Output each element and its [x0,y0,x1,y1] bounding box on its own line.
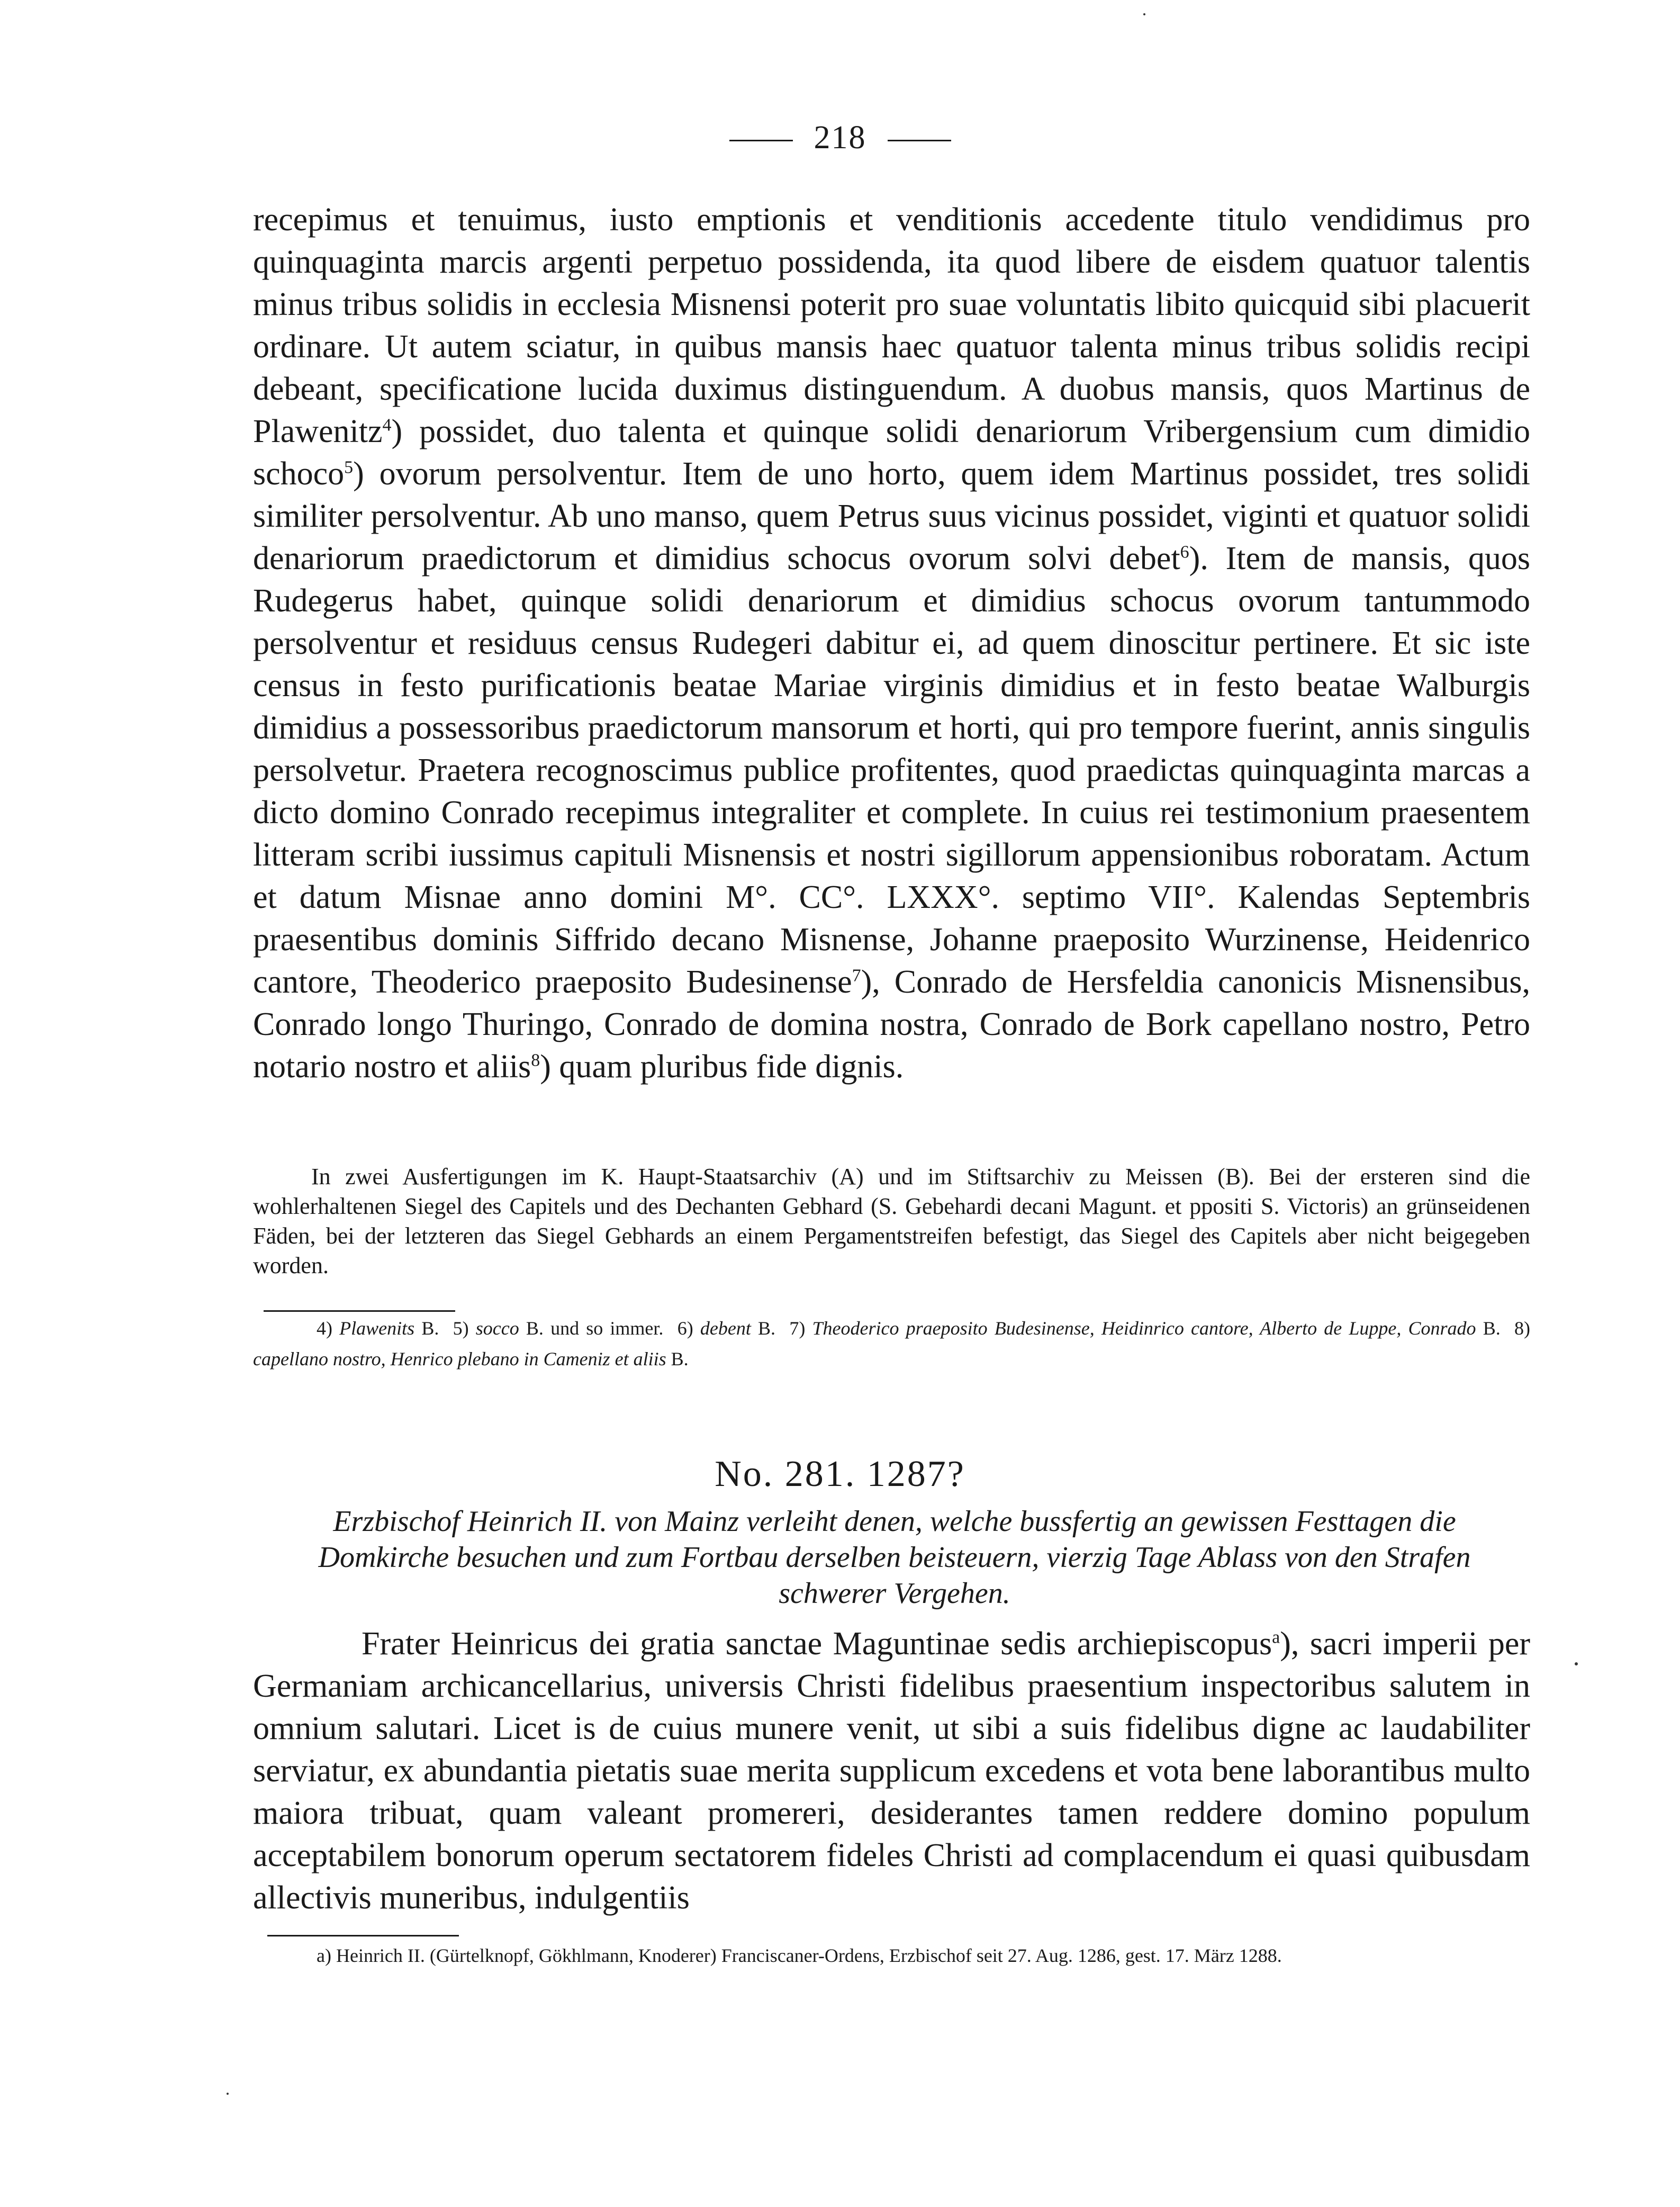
page-number: 218 [814,120,866,156]
charter-281-body [253,1623,1530,1919]
footnote-variant: socco [475,1318,519,1339]
footnote-source: B. [757,1318,775,1339]
charter-280-body [253,199,1530,1088]
charter-text: ), sacri imperii per Germaniam archicancellarius, universis Christi fidelibus praesentium inspectoribus salutem in omnium salutari. Licet is de cuius munere venit, ut sibi a suis fidelibus digne ac laudabiliter serviatur, ex abundantia pietatis suae merita supplicum excedens et vota bene laborantibus multo maiora tribuat, quam valeant promereri, desiderantes tamen reddere domino populum acceptabilem bonorum operum sectatorem fideles Christi ad complacendum ei quasi quibusdam allectivis muneribus, indulgentiis [253,1626,1530,1916]
source-note: In zwei Ausfertigungen im K. Haupt-Staatsarchiv (A) und im Stiftsarchiv zu Meissen (B). Bei der ersteren sind die wohlerhaltenen Siegel des Capitels und des Dechanten Gebhard (S. Gebehardi decani Magunt. et ppositi S. Victoris) an grünseidenen Fäden, bei der letzteren das Siegel Gebhards an einem Pergamentstreifen befestigt, das Siegel des Capitels aber nicht beigegeben worden. [253,1164,1530,1278]
footnote-label: 7) [789,1318,806,1339]
scan-speck [1575,1662,1578,1665]
regest-summary: Erzbischof Heinrich II. von Mainz verleiht denen, welche bussfertig an gewissen Festtagen die Domkirche besuchen und zum Fortbau derselben beisteuern, vierzig Tage Ablass von den Strafen schwerer Vergehen. [318,1505,1471,1610]
charter-text: ) ovorum persolventur. Item de uno horto, quem idem Martinus possidet, tres solidi similiter persolventur. Ab uno manso, quem Petrus suus vicinus possidet, viginti et quatuor solidi denariorum praedictorum et dimidius schocus ovorum solvi debet [253,456,1530,576]
footnote-ref-7: 7 [852,966,861,986]
charter-text: ). Item de mansis, quos Rudegerus habet, quinque solidi denariorum et dimidius schocus ovorum tantummodo persolventur et residuus census Rudegeri dabitur ei, ad quem dinoscitur pertinere. Et sic iste census in festo purificationis beatae Mariae virginis dimidius et in festo beatae Walburgis dimidius a possessoribus praedictorum mansorum et horti, qui pro tempore fuerint, annis singulis persolvetur. Praetera recognoscimus publice profitentes, quod praedictas quinquaginta marcas a dicto domino Conrado recepimus integraliter et complete. In cuius rei testimonium praesentem litteram scribi iussimus capituli Misnensis et nostri sigillorum appensionibus roboratam. Actum et datum Misnae anno domini M°. CC°. LXXX°. septimo VII°. Kalendas Septembris praesentibus dominis Siffrido decano Misnense, Johanne praeposito Wurzinense, Heidenrico cantore, Theoderico praeposito Budesinense [253,541,1530,1000]
footnote-ref-8: 8 [531,1050,540,1070]
scan-speck [1143,13,1145,15]
footnotes-block [253,1313,1530,1374]
document-number-heading: No. 281. 1287? [715,1454,965,1494]
page-header [0,119,1680,157]
charter-text: recepimus et tenuimus, iusto emptionis et venditionis accedente titulo vendidimus pro quinquaginta marcis argenti perpetuo possidenda, ita quod libere de eisdem quatuor talentis minus tribus solidis in ecclesia Misnensi poterit pro suae voluntatis libito quicquid sibi placuerit ordinare. Ut autem sciatur, in quibus mansis haec quatuor talenta minus tribus solidis recipi debeant, specificatione lucida duximus distinguendum. A duobus mansis, quos Martinus de Plawenitz [253,202,1530,449]
footnote-ref-6: 6 [1180,542,1189,562]
footnote-variant: Theoderico praeposito Budesinense, Heidinrico cantore, Alberto de Luppe, Conrado [812,1318,1476,1339]
footnote-variant: debent [700,1318,751,1339]
header-dash-right [888,140,951,141]
footnote-divider [264,1310,455,1312]
footnote-source: B. [421,1318,439,1339]
charter-text: ) possidet, duo talenta et quinque solidi denariorum Vribergensium cum dimidio schoco [253,413,1530,492]
footnote-ref-5: 5 [344,457,354,478]
footnote-divider [267,1935,459,1936]
charter-text: ) quam pluribus fide dignis. [540,1049,904,1085]
footnote-label: 5) [453,1318,469,1339]
header-dash-left [729,140,793,141]
footnote-variant: Plawenits [339,1318,415,1339]
footnote-label: 4) [317,1318,332,1339]
charter-text: Frater Heinricus dei gratia sanctae Maguntinae sedis archiepiscopus [362,1626,1272,1662]
footnote-label: 8) [1514,1318,1531,1339]
charter-text: ), Conrado de Hersfeldia canonicis Misnensibus, Conrado longo Thuringo, Conrado de domina nostra, Conrado de Bork capellano nostro, Petro notario nostro et aliis [253,964,1530,1085]
footnote-source: B. [671,1348,689,1370]
footnote-variant: capellano nostro, Henrico plebano in Cameniz et aliis [253,1348,666,1370]
footnote-source: B. [1483,1318,1501,1339]
scan-speck [227,2093,229,2095]
footnote-a: a) Heinrich II. (Gürtelknopf, Gökhlmann, Knoderer) Franciscaner-Ordens, Erzbischof seit 27. Aug. 1286, gest. 17. März 1288. [317,1945,1282,1966]
footnote-label: 6) [677,1318,693,1339]
footnote-source: B. und so immer. [526,1318,664,1339]
footnote-ref-a: a [1272,1627,1280,1647]
footnote-ref-4: 4 [382,415,392,435]
